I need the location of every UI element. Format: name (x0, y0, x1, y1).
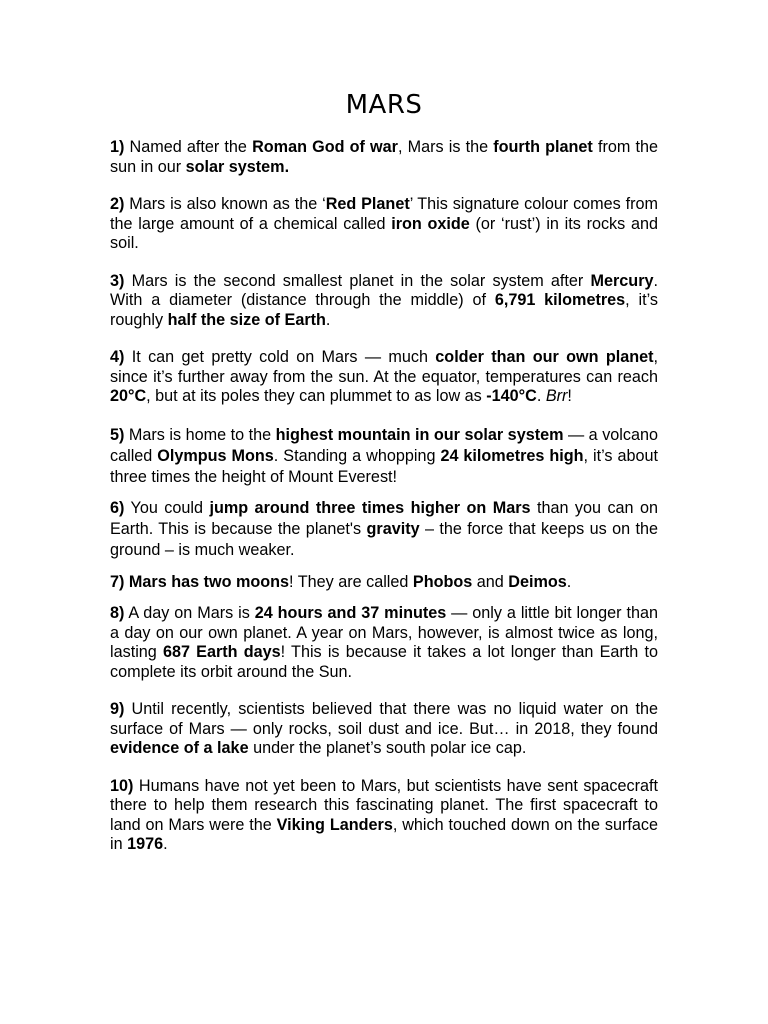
fact-text: , but at its poles they can plummet to as low as (146, 387, 487, 405)
fact-text: . Standing a whopping (273, 446, 441, 465)
fact-text: ! This is because it takes a lot longer than Earth to complete its orbit around the Sun. (110, 643, 658, 681)
fact-emphasis: -140°C (486, 387, 537, 405)
fact-emphasis: gravity (366, 519, 420, 538)
fact-emphasis: 1976 (127, 835, 164, 853)
fact-text: . With a diameter (distance through the middle) of (110, 271, 658, 309)
fact-number: 2) (110, 195, 125, 213)
fact-emphasis: Mercury (590, 271, 654, 290)
fact-emphasis: 24 kilometres high (440, 446, 584, 465)
fact-emphasis: Red Planet (325, 195, 410, 213)
fact-text: ’ This signature colour comes from the large amount of a chemical called (110, 195, 658, 233)
fact-item (110, 138, 658, 177)
fact-item (110, 777, 658, 855)
fact-number: 7) (110, 572, 125, 591)
fact-text: and (472, 572, 509, 591)
fact-item (110, 195, 658, 254)
fact-emphasis: evidence of a lake (110, 739, 249, 757)
fact-number: 10) (110, 776, 134, 795)
fact-text: – the force that keeps us on the ground – is much weaker. (110, 519, 658, 559)
fact-text: than you can on Earth. This is because the planet's (110, 498, 659, 538)
fact-text: from the sun in our (110, 138, 658, 176)
fact-number: 9) (110, 700, 125, 718)
fact-text: . (325, 310, 331, 329)
fact-emphasis: 6,791 kilometres (494, 291, 626, 309)
fact-item (110, 498, 658, 561)
fact-emphasis: Mars has two moons (128, 572, 290, 591)
fact-emphasis: Roman God of war (252, 138, 398, 156)
fact-text: (or ‘rust’) in its rocks and soil. (110, 214, 658, 252)
fact-text: A day on Mars is (124, 604, 255, 622)
fact-text: , since it’s further away from the sun. At the equator, temperatures can reach (110, 348, 658, 386)
fact-text: , Mars is the (397, 138, 494, 156)
fact-emphasis: solar system. (185, 157, 290, 176)
fact-number: 1) (110, 138, 125, 156)
fact-emphasis: half the size of Earth (167, 310, 326, 329)
fact-emphasis: 20°C (110, 387, 147, 405)
fact-emphasis: colder than our own planet (435, 348, 654, 366)
fact-emphasis: jump around three times higher on Mars (209, 498, 531, 517)
fact-text: Humans have not yet been to Mars, but scientists have sent spacecraft there to help them research this fascinating planet. The first spacecraft to land on Mars were the (110, 776, 658, 834)
fact-emphasis: 24 hours and 37 minutes (254, 604, 447, 622)
fact-text: , it’s about three times the height of Mount Everest! (110, 446, 659, 486)
fact-text: ! They are called (289, 572, 413, 591)
fact-item (110, 700, 658, 759)
fact-text: under the planet’s south polar ice cap. (248, 739, 527, 757)
fact-text: Mars is also known as the ‘ (124, 195, 326, 213)
fact-emphasis: Phobos (412, 572, 473, 591)
fact-emphasis: Deimos (508, 572, 567, 591)
fact-text: Mars is the second smallest planet in the solar system after (124, 271, 591, 290)
fact-text: Named after the (124, 138, 253, 156)
fact-number: 4) (110, 348, 125, 366)
fact-item (110, 573, 658, 593)
page-title: MARS (345, 90, 423, 120)
fact-text: Until recently, scientists believed that there was no liquid water on the surface of Mars — only rocks, soil dust and ice. But… in 2018, they found (110, 700, 658, 738)
fact-item (110, 272, 658, 331)
fact-number: 5) (110, 425, 125, 444)
fact-emphasis: highest mountain in our solar system (275, 425, 564, 444)
fact-text: ! (567, 387, 572, 405)
fact-text: You could (124, 498, 210, 517)
fact-item (110, 425, 658, 488)
fact-number: 6) (110, 498, 125, 517)
fact-emphasis: fourth planet (493, 138, 593, 156)
fact-text: , which touched down on the surface in (110, 815, 658, 853)
fact-emphasis: iron oxide (391, 214, 470, 233)
fact-text: . (536, 387, 546, 405)
fact-number: 8) (110, 604, 125, 622)
fact-italic: Brr (545, 387, 568, 405)
fact-number: 3) (110, 271, 125, 290)
fact-text: . (566, 572, 572, 591)
fact-text: It can get pretty cold on Mars — much (124, 348, 436, 366)
fact-emphasis: Viking Landers (276, 815, 393, 834)
fact-item (110, 604, 658, 682)
fact-text: . (163, 835, 168, 853)
fact-text: Mars is home to the (124, 425, 276, 444)
facts-list (110, 138, 658, 873)
fact-text: , it’s roughly (110, 291, 658, 329)
fact-text: — only a little bit longer than a day on our own planet. A year on Mars, however, is almost twice as long, lasting (110, 604, 658, 661)
fact-item (110, 348, 658, 407)
fact-emphasis: Olympus Mons (157, 446, 274, 465)
fact-emphasis: 687 Earth days (162, 643, 281, 661)
fact-text: — a volcano called (110, 425, 658, 465)
